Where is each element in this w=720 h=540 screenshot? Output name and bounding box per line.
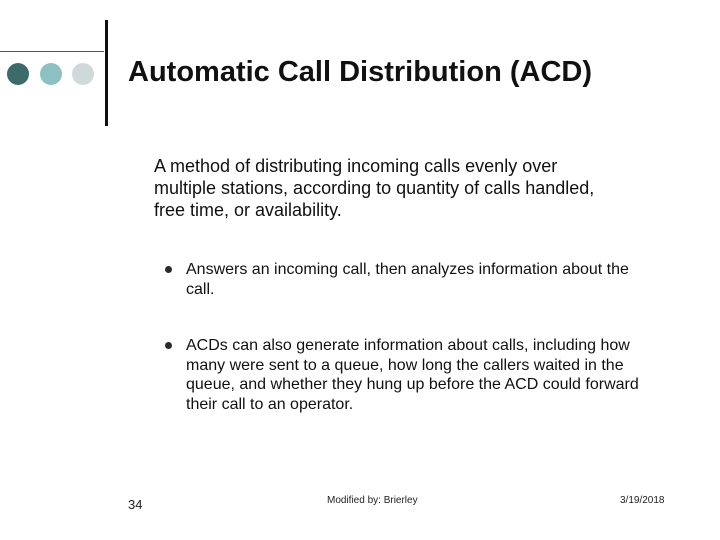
bullet-item xyxy=(160,260,660,299)
bullet-icon xyxy=(165,342,172,349)
bullet-list xyxy=(160,260,660,414)
page-number: 34 xyxy=(128,497,143,512)
bullet-item xyxy=(160,336,660,414)
bullet-icon xyxy=(165,266,172,273)
decor-circle-mid xyxy=(40,63,62,85)
footer-date: 3/19/2018 xyxy=(620,495,665,506)
decor-vertical-line xyxy=(105,20,108,126)
decor-circle-dark xyxy=(7,63,29,85)
bullet-text: ACDs can also generate information about calls, including how many were sent to a queue, how long the callers waited in the queue, and whether they hung up before the ACD could forward their call to an operator. xyxy=(186,337,639,413)
bullet-text: Answers an incoming call, then analyzes information about the call. xyxy=(186,261,629,298)
intro-paragraph: A method of distributing incoming calls evenly over multiple stations, according to quantity of calls handled, free time, or availability. xyxy=(154,156,595,220)
decor-circle-light xyxy=(72,63,94,85)
slide-title: Automatic Call Distribution (ACD) xyxy=(128,56,592,88)
footer-modified-by: Modified by: Brierley xyxy=(327,495,418,506)
decor-horizontal-line xyxy=(0,51,104,52)
